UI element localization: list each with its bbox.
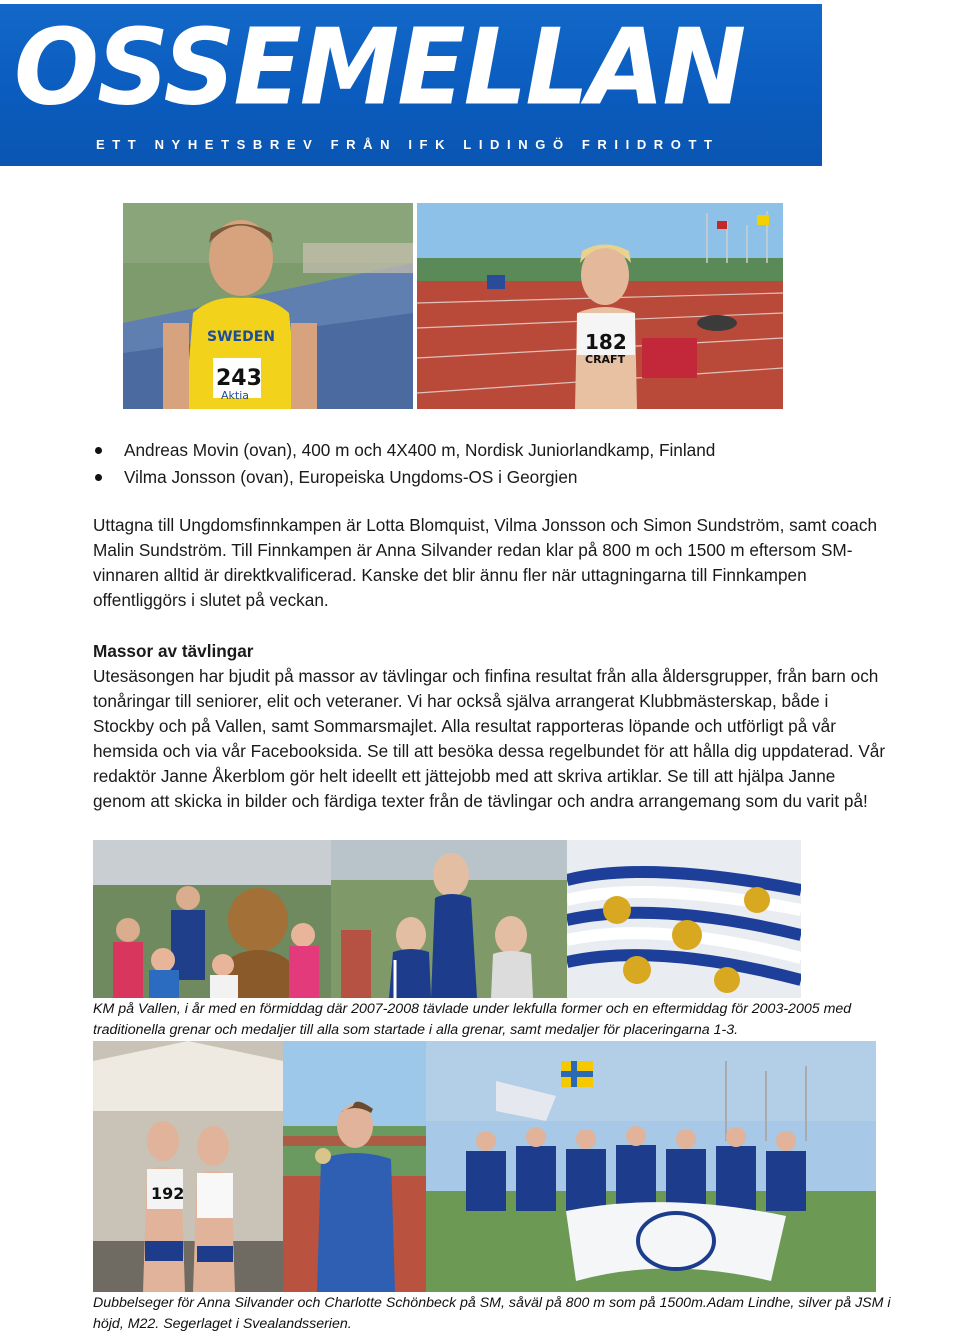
list-item: Vilma Jonsson (ovan), Europeiska Ungdoms-OS i Georgien (93, 464, 715, 491)
bib-243: 243 (216, 366, 262, 391)
athlete-bullet-list (93, 437, 715, 491)
selection-paragraph (93, 513, 877, 613)
photo-km-crowd (93, 840, 331, 998)
list-item: Andreas Movin (ovan), 400 m och 4X400 m, Nordisk Juniorlandkamp, Finland (93, 437, 715, 464)
photo-km-girls (331, 840, 567, 998)
photo-adam-lindhe (283, 1041, 426, 1292)
photo-andreas-movin (123, 203, 413, 409)
paragraph-line: hemsida och via vår Facebooksida. Se till att besöka dessa regelbundet för att hålla dig uppdaterad. Vår (93, 741, 886, 761)
paragraph-line: Malin Sundström. Till Finnkampen är Anna Silvander redan klar på 800 m och 1500 m eftersom SM- (93, 540, 853, 560)
km-caption (93, 999, 851, 1041)
photo-silvander-schonbeck (93, 1041, 283, 1292)
paragraph-line: offentliggörs i slutet på veckan. (93, 590, 329, 610)
sweden-shirt-text: SWEDEN (207, 329, 275, 345)
caption-line: Dubbelseger för Anna Silvander och Charlotte Schönbeck på SM, såväl på 800 m som på 1500m.Adam Lindhe, silver på JSM i (93, 1295, 891, 1311)
paragraph-line: Stockby och på Vallen, samt Sommarsmajlet. Alla resultat rapporteras löpande och utförligt på vår (93, 716, 836, 736)
bib-182: 182 (585, 330, 627, 354)
masthead-banner (0, 4, 822, 166)
masthead-subtitle: ETT NYHETSBREV FRÅN IFK LIDINGÖ FRIIDROTT (96, 137, 720, 152)
masthead-title: OSSEMELLAN (14, 6, 745, 129)
aktia-sponsor-text: Aktia (221, 389, 250, 402)
photo-team-svealand (426, 1041, 876, 1292)
caption-line: traditionella grenar och medaljer till alla som startade i alla grenar, samt medaljer för placeringarna 1-3. (93, 1022, 739, 1038)
craft-sponsor-text: CRAFT (585, 353, 626, 366)
paragraph-line: genom att skicka in bilder och färdiga texter från de tävlingar och andra arrangemang som du varit på! (93, 791, 868, 811)
paragraph-line: vinnaren alltid är direktkvalificerad. Kanske det blir ännu fler när uttagningarna till Finnkampen (93, 565, 807, 585)
photo-vilma-jonsson (417, 203, 783, 409)
paragraph-line: redaktör Janne Åkerblom gör helt ideellt ett jättejobb med att skriva artiklar. Se till att hjälpa Janne (93, 766, 836, 786)
caption-line: KM på Vallen, i år med en förmiddag där 2007-2008 tävlade under lekfulla former och en eftermiddag för 2003-2005 med (93, 1001, 852, 1017)
paragraph-line: Uttagna till Ungdomsfinnkampen är Lotta Blomquist, Vilma Jonsson och Simon Sundström, samt coach (93, 515, 878, 535)
section-heading: Massor av tävlingar (93, 641, 254, 661)
bib-192: 192 (151, 1184, 185, 1203)
competitions-section (93, 639, 885, 814)
paragraph-line: Utesäsongen har bjudit på massor av tävlingar och finfina resultat från alla åldersgrupper, från barn och (93, 666, 879, 686)
caption-line: höjd, M22. Segerlaget i Svealandsserien. (93, 1316, 352, 1332)
paragraph-line: tonåringar till seniorer, elit och veteraner. Vi har också själva arrangerat Klubbmästerskap, både i (93, 691, 829, 711)
photo-km-medals (567, 840, 801, 998)
sm-caption (93, 1293, 891, 1335)
